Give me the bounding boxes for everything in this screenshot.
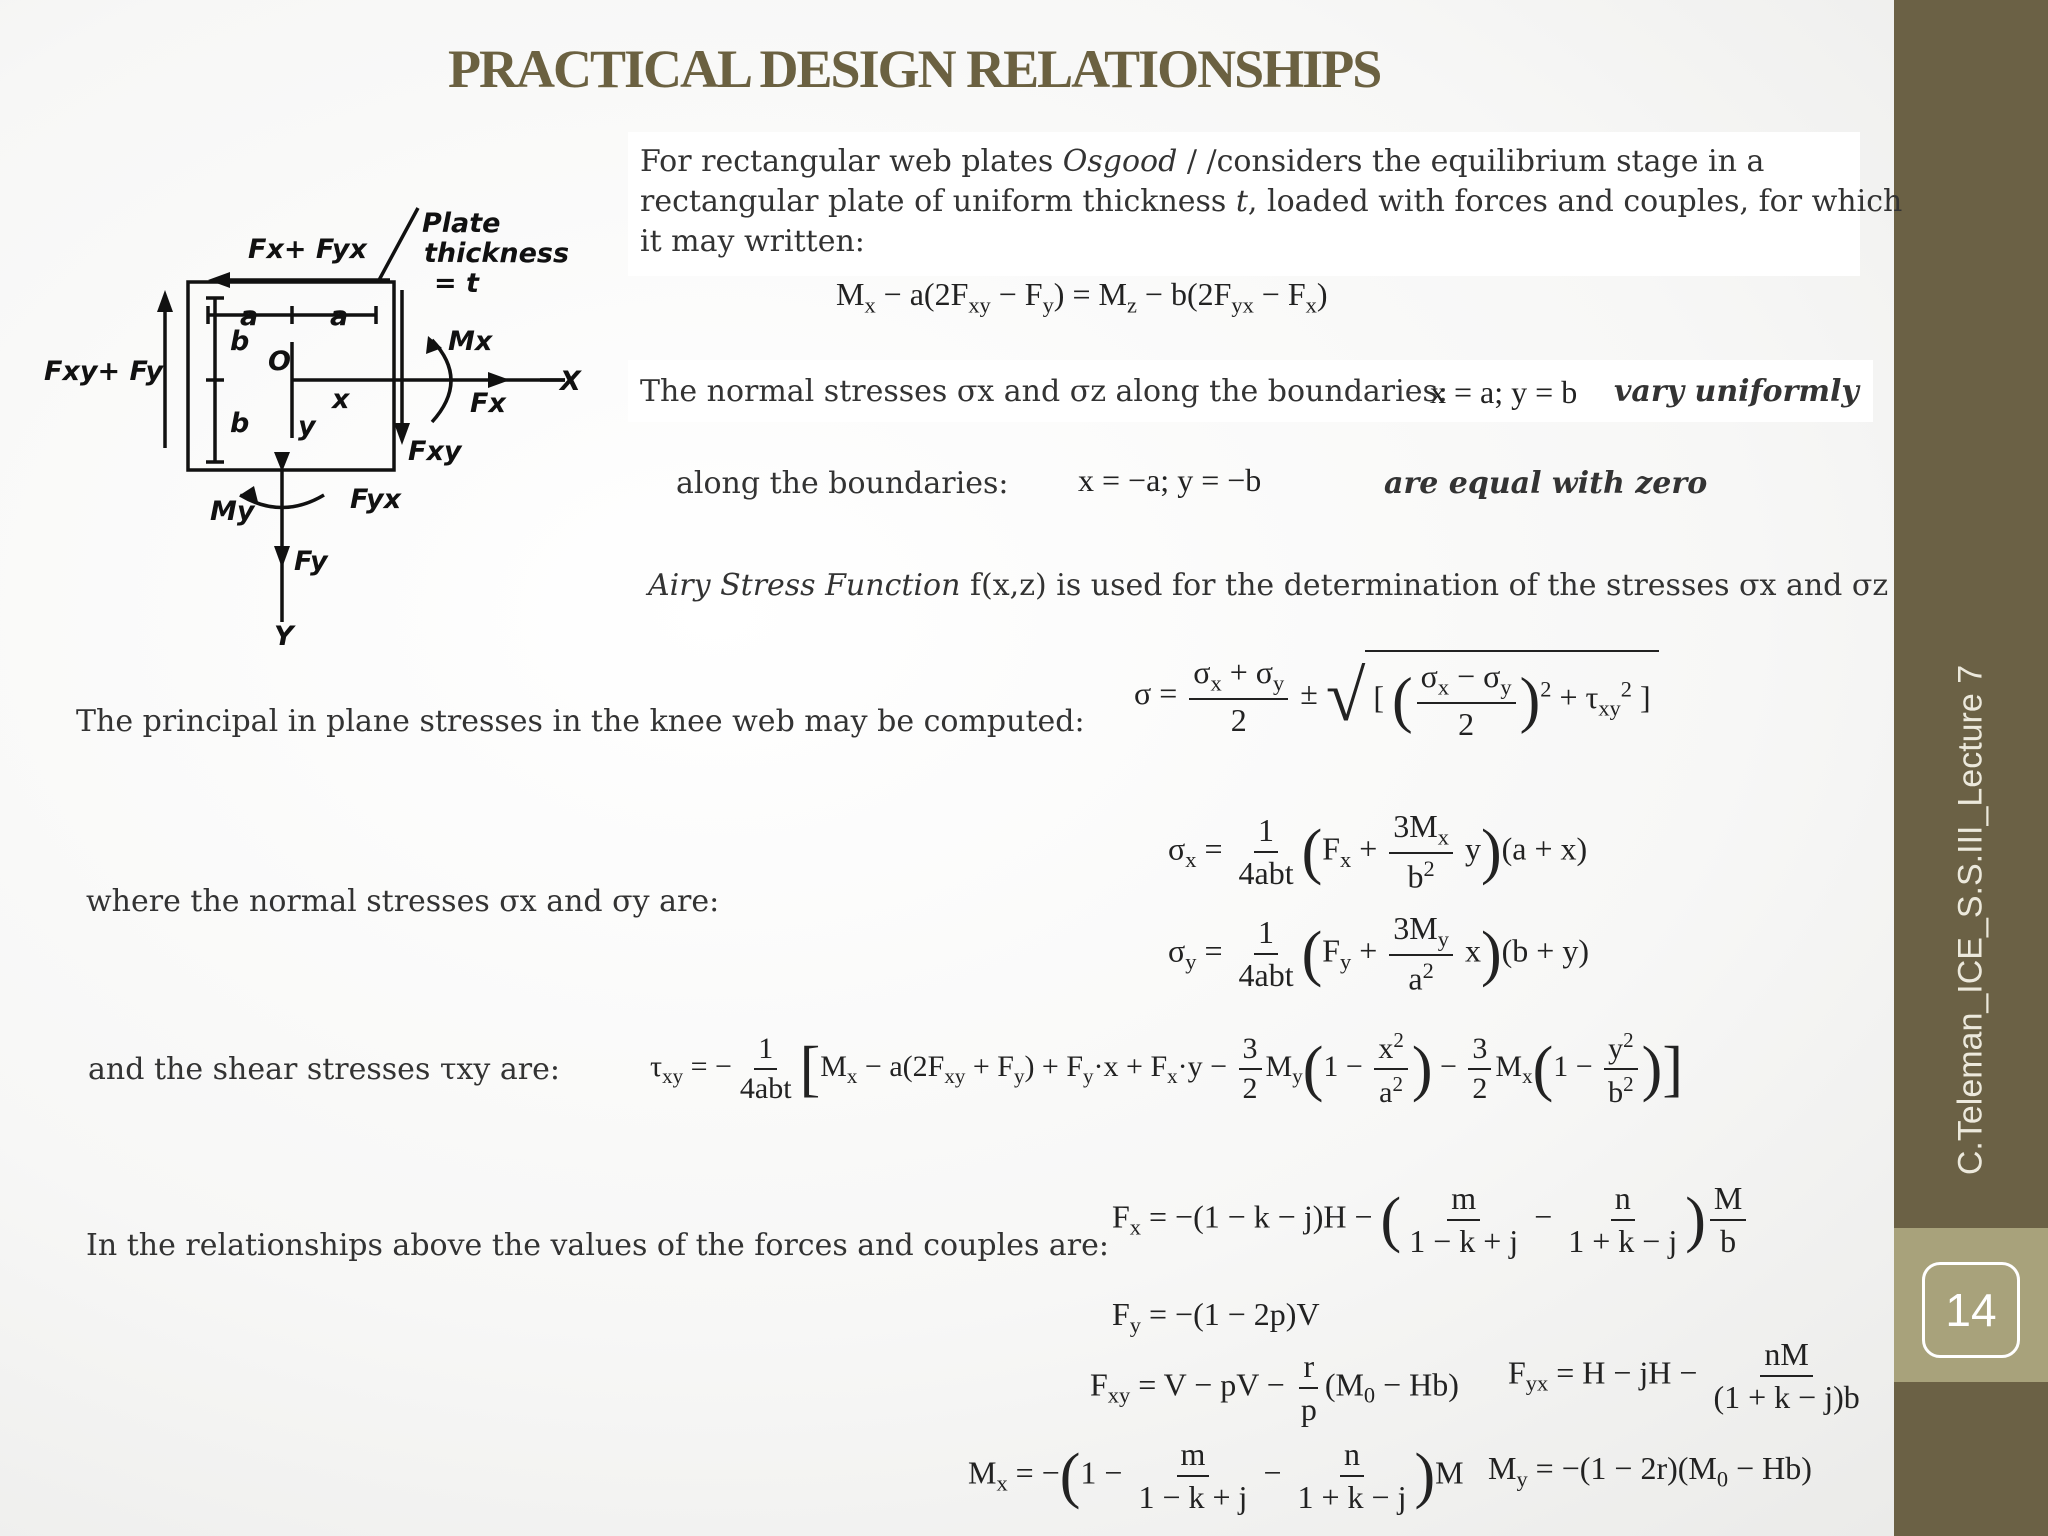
page-number: 14 <box>1945 1284 1997 1336</box>
boundary-condition-negative: x = −a; y = −b <box>1078 462 1262 498</box>
label-y-axis: y <box>298 411 316 442</box>
label-Y: Y <box>274 621 294 650</box>
vary-uniformly-text: vary uniformly <box>1614 374 1859 409</box>
label-fyx: Fyx <box>350 484 401 515</box>
label-thickness: thickness <box>424 238 570 269</box>
forces-couples-text: In the relationships above the values of the forces and couples are: <box>86 1228 1109 1263</box>
label-b-bottom: b <box>230 408 250 439</box>
boundary-condition-positive: x = a; y = b <box>1430 374 1578 410</box>
label-a-right: a <box>330 301 349 332</box>
fxy-equation: $F_{xy} = V$ − pV − $\frac{r}{p}$ $(M_0 - Hb)$ <box>1090 1348 1459 1427</box>
sigma-x-equation: $\sigma_x$ = $\frac{1}{\text{4abt}}$ ($F_x$ + $\frac{3M_x}{b^2}$ y)(a + x) <box>1168 808 1588 896</box>
fx-equation: $F_x = -(1 - k - j)H$ − ( $\frac{m}{1 - k + j}$ − $\frac{n}{1 + k - j}$ ) $\frac{M}{b}$ <box>1112 1180 1750 1260</box>
author-footer: C.Teleman_ICE_S.S.III_Lecture 7 <box>1951 664 1990 1176</box>
osgood-name: Osgood <box>1062 144 1178 179</box>
normal-stresses-where-text: where the normal stresses σx and σy are: <box>86 884 720 919</box>
shear-stresses-text: and the shear stresses τxy are: <box>88 1052 560 1087</box>
intro-line-3: it may written: <box>640 224 865 259</box>
fyx-equation: $F_{yx} = H$ − jH − $\frac{nM}{(1 + k - j)b}$ <box>1508 1336 1860 1415</box>
shear-stress-equation: $\tau_{xy}$ = − $\frac{1}{\text{4abt}}$ [$M_x - a(2F_{xy} + F_y) + F_y\cdot x + F_x\cdot y$ − $\frac{3}{2}$ $M_y(1$ − $\frac{x^2}{a^2}$ ) − $\frac{3}{2}$ $M_x(1$ − $\frac{y^2}{b^2}$ )] <box>650 1028 1683 1109</box>
label-fx: Fx <box>470 388 506 419</box>
label-mx: Mx <box>448 326 493 357</box>
label-my: My <box>210 496 255 527</box>
equilibrium-equation: $M_x - a(2F_{xy} - F_y) = M_z - b(2F_{yx} - F_x)$ <box>836 276 1328 318</box>
page-number-frame <box>1922 1262 2020 1358</box>
equal-zero-text: are equal with zero <box>1384 466 1708 501</box>
label-fxy: Fxy <box>408 436 462 467</box>
label-a-left: a <box>240 301 259 332</box>
label-fy: Fy <box>294 546 328 577</box>
label-fxy-fy: Fxy+ Fy <box>44 356 164 387</box>
label-plate: Plate <box>422 208 501 239</box>
mx-equation: $M_x = -(1$ − $\frac{m}{1 - k + j}$ − $\frac{n}{1 + k - j}$ )M <box>968 1436 1464 1515</box>
normal-stresses-text: The normal stresses σx and σz along the boundaries: <box>640 374 1448 409</box>
intro-line-1: For rectangular web plates Osgood / /considers the equilibrium stage in a <box>640 144 1765 179</box>
principal-stresses-text: The principal in plane stresses in the knee web may be computed: <box>76 704 1085 739</box>
principal-stress-equation: σ = $\frac{\sigma_x + \sigma_y}{2}$ ± √[ ( $\frac{\sigma_x - \sigma_y}{2}$ )$^2 + \tau_{xy}^2$ ] <box>1134 650 1659 743</box>
airy-stress-line: Airy Stress Function f(x,z) is used for the determination of the stresses σx and σz <box>648 568 1889 603</box>
my-equation: $M_y = -(1 - 2r)(M_0 - Hb)$ <box>1488 1450 1812 1492</box>
label-b-top: b <box>230 326 250 357</box>
plate-diagram <box>40 190 600 650</box>
slide-title: PRACTICAL DESIGN RELATIONSHIPS <box>448 39 1381 99</box>
page-number-box <box>1894 1228 2048 1382</box>
label-x-axis: x <box>332 384 350 415</box>
label-fx-fyx: Fx+ Fyx <box>248 234 367 265</box>
label-origin: O <box>268 346 291 377</box>
label-X: X <box>560 366 581 397</box>
intro-line-2: rectangular plate of uniform thickness t, loaded with forces and couples, for which <box>640 184 1903 219</box>
label-t: = t <box>434 268 479 299</box>
fy-equation: $F_y = -(1 - 2p)V$ <box>1112 1296 1320 1338</box>
sigma-y-equation: $\sigma_y$ = $\frac{1}{\text{4abt}}$ ($F_y$ + $\frac{3M_y}{a^2}$ x)(b + y) <box>1168 910 1589 998</box>
along-boundaries-text: along the boundaries: <box>676 466 1009 501</box>
